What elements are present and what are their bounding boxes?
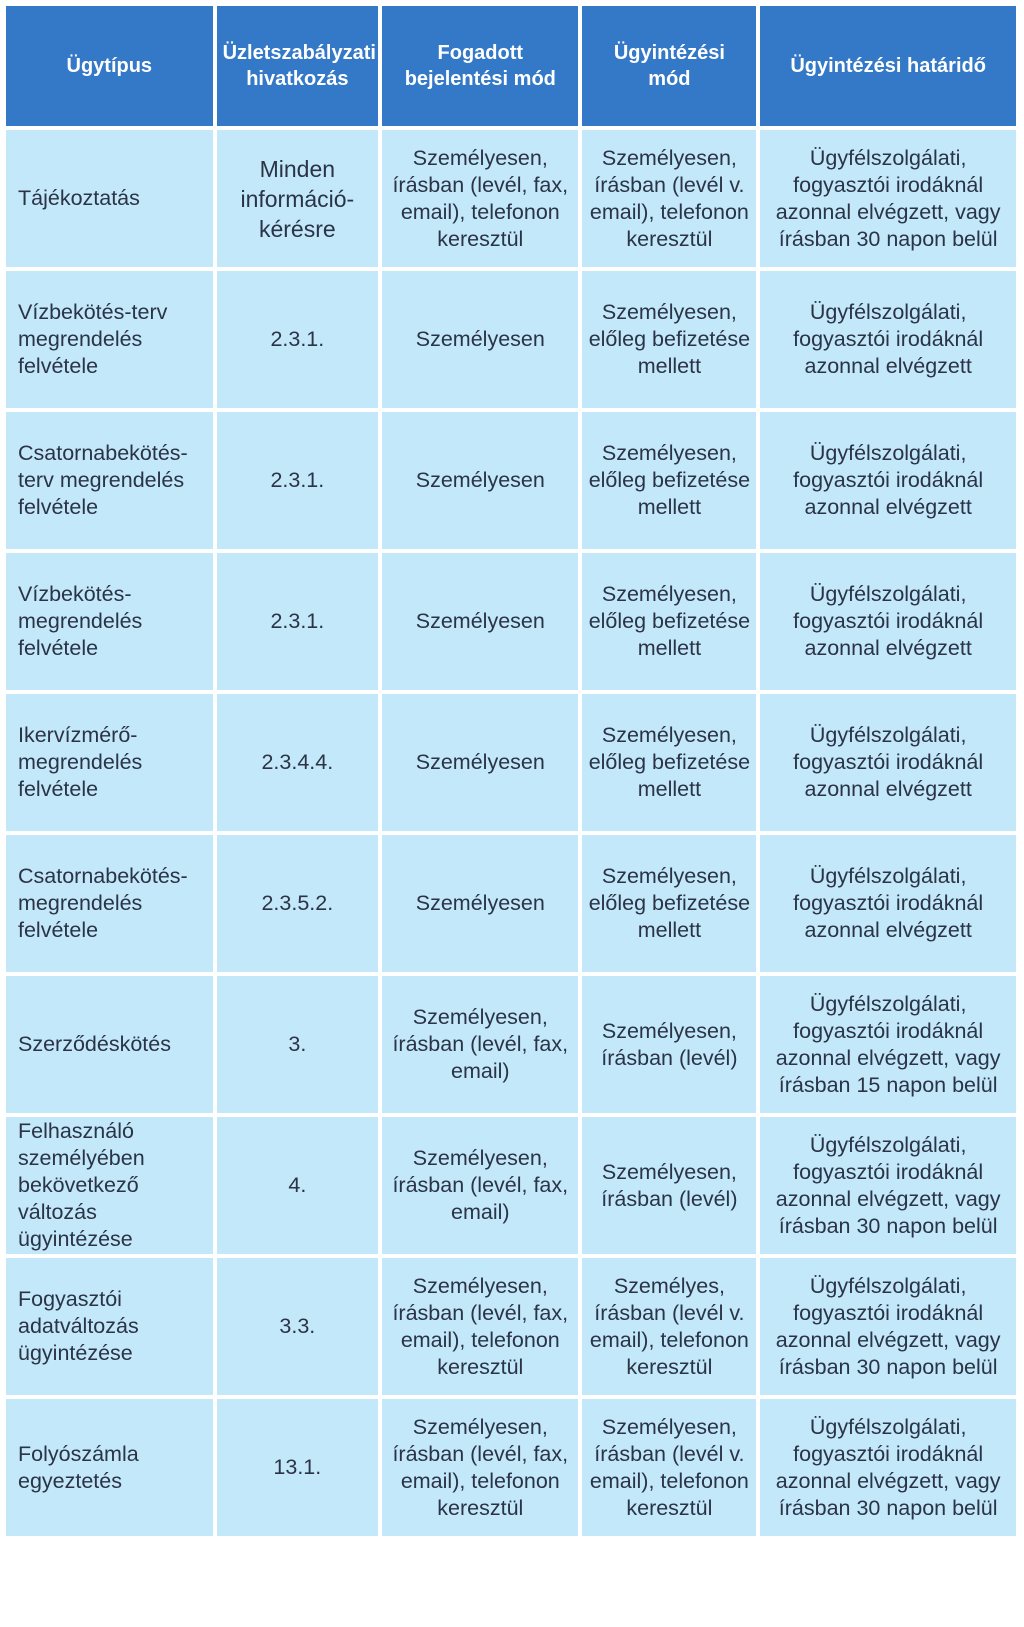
header-row — [6, 6, 1016, 126]
header-handling-mode: Ügyintézési mód — [582, 6, 756, 126]
cell-reference: 2.3.1. — [217, 553, 379, 690]
cell-reference: 2.3.4.4. — [217, 694, 379, 831]
cell-reference: 2.3.1. — [217, 271, 379, 408]
cell-reference: 3.3. — [217, 1258, 379, 1395]
cell-deadline: Ügyfélszolgálati, fogyasztói irodáknál azonnal elvégzett, vagy írásban 30 napon belül — [760, 1399, 1016, 1536]
cell-reference: 2.3.5.2. — [217, 835, 379, 972]
cell-intake-mode: Személyesen, írásban (levél, fax, email), telefonon keresztül — [382, 1399, 578, 1536]
cell-handling-mode: Személyesen, írásban (levél v. email), telefonon keresztül — [582, 130, 756, 267]
table-row — [6, 976, 1016, 1113]
cell-type: Tájékoztatás — [6, 130, 213, 267]
cell-type: Csatornabekötés- terv megrendelés felvétele — [6, 412, 213, 549]
cell-type: Csatornabekötés- megrendelés felvétele — [6, 835, 213, 972]
cell-intake-mode: Személyesen, írásban (levél, fax, email), telefonon keresztül — [382, 1258, 578, 1395]
table-row — [6, 553, 1016, 690]
cell-type: Vízbekötés-terv megrendelés felvétele — [6, 271, 213, 408]
cell-handling-mode: Személyesen, írásban (levél) — [582, 976, 756, 1113]
cell-deadline: Ügyfélszolgálati, fogyasztói irodáknál azonnal elvégzett — [760, 271, 1016, 408]
cell-type: Vízbekötés- megrendelés felvétele — [6, 553, 213, 690]
cell-intake-mode: Személyesen — [382, 694, 578, 831]
cell-handling-mode: Személyesen, előleg befizetése mellett — [582, 412, 756, 549]
cell-handling-mode: Személyesen, írásban (levél v. email), telefonon keresztül — [582, 1399, 756, 1536]
cell-deadline: Ügyfélszolgálati, fogyasztói irodáknál azonnal elvégzett — [760, 835, 1016, 972]
cell-deadline: Ügyfélszolgálati, fogyasztói irodáknál azonnal elvégzett, vagy írásban 30 napon belül — [760, 130, 1016, 267]
cell-reference: 3. — [217, 976, 379, 1113]
cell-intake-mode: Személyesen, írásban (levél, fax, email) — [382, 1117, 578, 1254]
cell-intake-mode: Személyesen — [382, 412, 578, 549]
cell-reference: 2.3.1. — [217, 412, 379, 549]
cell-reference: Minden információ- kérésre — [217, 130, 379, 267]
header-intake-mode: Fogadott bejelentési mód — [382, 6, 578, 126]
table-row — [6, 412, 1016, 549]
table-row — [6, 1399, 1016, 1536]
cell-reference: 13.1. — [217, 1399, 379, 1536]
table-row — [6, 694, 1016, 831]
cell-intake-mode: Személyesen — [382, 271, 578, 408]
header-type: Ügytípus — [6, 6, 213, 126]
cell-handling-mode: Személyesen, előleg befizetése mellett — [582, 553, 756, 690]
cell-intake-mode: Személyesen, írásban (levél, fax, email) — [382, 976, 578, 1113]
header-reference: Üzletszabályzati hivatkozás — [217, 6, 379, 126]
procedures-table — [2, 2, 1020, 1540]
cell-intake-mode: Személyesen — [382, 835, 578, 972]
cell-type: Fogyasztói adatváltozás ügyintézése — [6, 1258, 213, 1395]
cell-deadline: Ügyfélszolgálati, fogyasztói irodáknál azonnal elvégzett — [760, 412, 1016, 549]
table-row — [6, 271, 1016, 408]
cell-type: Szerződéskötés — [6, 976, 213, 1113]
cell-deadline: Ügyfélszolgálati, fogyasztói irodáknál azonnal elvégzett — [760, 553, 1016, 690]
cell-deadline: Ügyfélszolgálati, fogyasztói irodáknál azonnal elvégzett, vagy írásban 15 napon belül — [760, 976, 1016, 1113]
table-row — [6, 130, 1016, 267]
cell-type: Felhasználó személyében bekövetkező változás ügyintézése — [6, 1117, 213, 1254]
cell-type: Folyószámla egyeztetés — [6, 1399, 213, 1536]
table-row — [6, 1117, 1016, 1254]
procedures-table-container — [4, 4, 1020, 1540]
cell-deadline: Ügyfélszolgálati, fogyasztói irodáknál azonnal elvégzett, vagy írásban 30 napon belül — [760, 1117, 1016, 1254]
cell-type: Ikervízmérő- megrendelés felvétele — [6, 694, 213, 831]
cell-handling-mode: Személyesen, előleg befizetése mellett — [582, 694, 756, 831]
cell-handling-mode: Személyes, írásban (levél v. email), telefonon keresztül — [582, 1258, 756, 1395]
table-row — [6, 835, 1016, 972]
header-deadline: Ügyintézési határidő — [760, 6, 1016, 126]
cell-deadline: Ügyfélszolgálati, fogyasztói irodáknál azonnal elvégzett — [760, 694, 1016, 831]
cell-handling-mode: Személyesen, előleg befizetése mellett — [582, 271, 756, 408]
cell-deadline: Ügyfélszolgálati, fogyasztói irodáknál azonnal elvégzett, vagy írásban 30 napon belül — [760, 1258, 1016, 1395]
cell-reference: 4. — [217, 1117, 379, 1254]
table-row — [6, 1258, 1016, 1395]
cell-intake-mode: Személyesen, írásban (levél, fax, email), telefonon keresztül — [382, 130, 578, 267]
cell-handling-mode: Személyesen, írásban (levél) — [582, 1117, 756, 1254]
cell-intake-mode: Személyesen — [382, 553, 578, 690]
cell-handling-mode: Személyesen, előleg befizetése mellett — [582, 835, 756, 972]
